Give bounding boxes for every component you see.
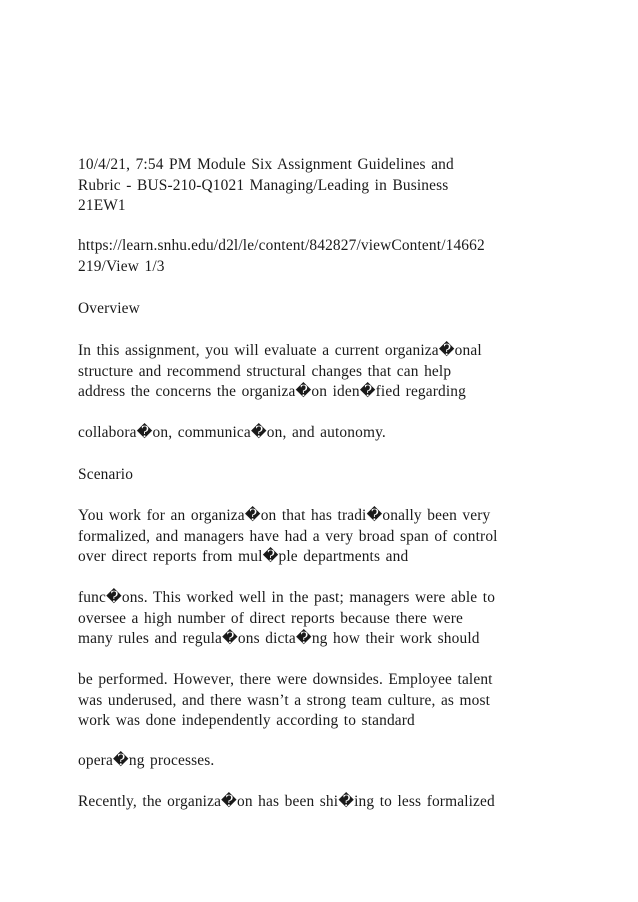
scenario-paragraph-5 — [78, 792, 578, 813]
text-line: In this assignment, you will evaluate a current organiza�onal — [78, 342, 482, 359]
text-line: address the concerns the organiza�on iden�fied regarding — [78, 383, 466, 400]
text-line: formalized, and managers have had a very broad span of control — [78, 527, 498, 545]
scenario-heading — [78, 465, 578, 486]
text-line: 219/View 1/3 — [78, 257, 165, 275]
text-line: collabora�on, communica�on, and autonomy. — [78, 424, 386, 441]
overview-continuation — [78, 423, 578, 444]
text-line: Rubric - BUS-210-Q1021 Managing/Leading in Business — [78, 176, 449, 194]
header-paragraph — [78, 155, 578, 217]
text-line: be performed. However, there were downsides. Employee talent — [78, 671, 493, 688]
text-line: You work for an organiza�on that has tradi�onally been very — [78, 507, 491, 524]
text-line: opera�ng processes. — [78, 752, 215, 769]
text-line: was underused, and there wasn’t a strong team culture, as most — [78, 691, 491, 709]
overview-paragraph — [78, 341, 578, 403]
scenario-paragraph-1 — [78, 506, 578, 568]
text-line: Recently, the organiza�on has been shi�ing to less formalized — [78, 793, 495, 810]
text-line: https://learn.snhu.edu/d2l/le/content/842827/viewContent/14662 — [78, 237, 485, 254]
text-line: 21EW1 — [78, 197, 126, 214]
url-paragraph — [78, 236, 578, 277]
text-line: work was done independently according to standard — [78, 712, 415, 729]
scenario-paragraph-3 — [78, 670, 578, 732]
text-line: oversee a high number of direct reports because there were — [78, 609, 463, 627]
scenario-paragraph-4 — [78, 751, 578, 772]
text-line: many rules and regula�ons dicta�ng how their work should — [78, 630, 480, 647]
overview-heading — [78, 299, 578, 320]
scenario-paragraph-2 — [78, 588, 578, 650]
text-line: 10/4/21, 7:54 PM Module Six Assignment Guidelines and — [78, 156, 454, 173]
text-line: over direct reports from mul�ple departments and — [78, 548, 409, 565]
text-line: structure and recommend structural changes that can help — [78, 362, 452, 380]
text-line: Scenario — [78, 466, 134, 483]
text-line: func�ons. This worked well in the past; managers were able to — [78, 589, 496, 606]
text-line: Overview — [78, 300, 140, 317]
